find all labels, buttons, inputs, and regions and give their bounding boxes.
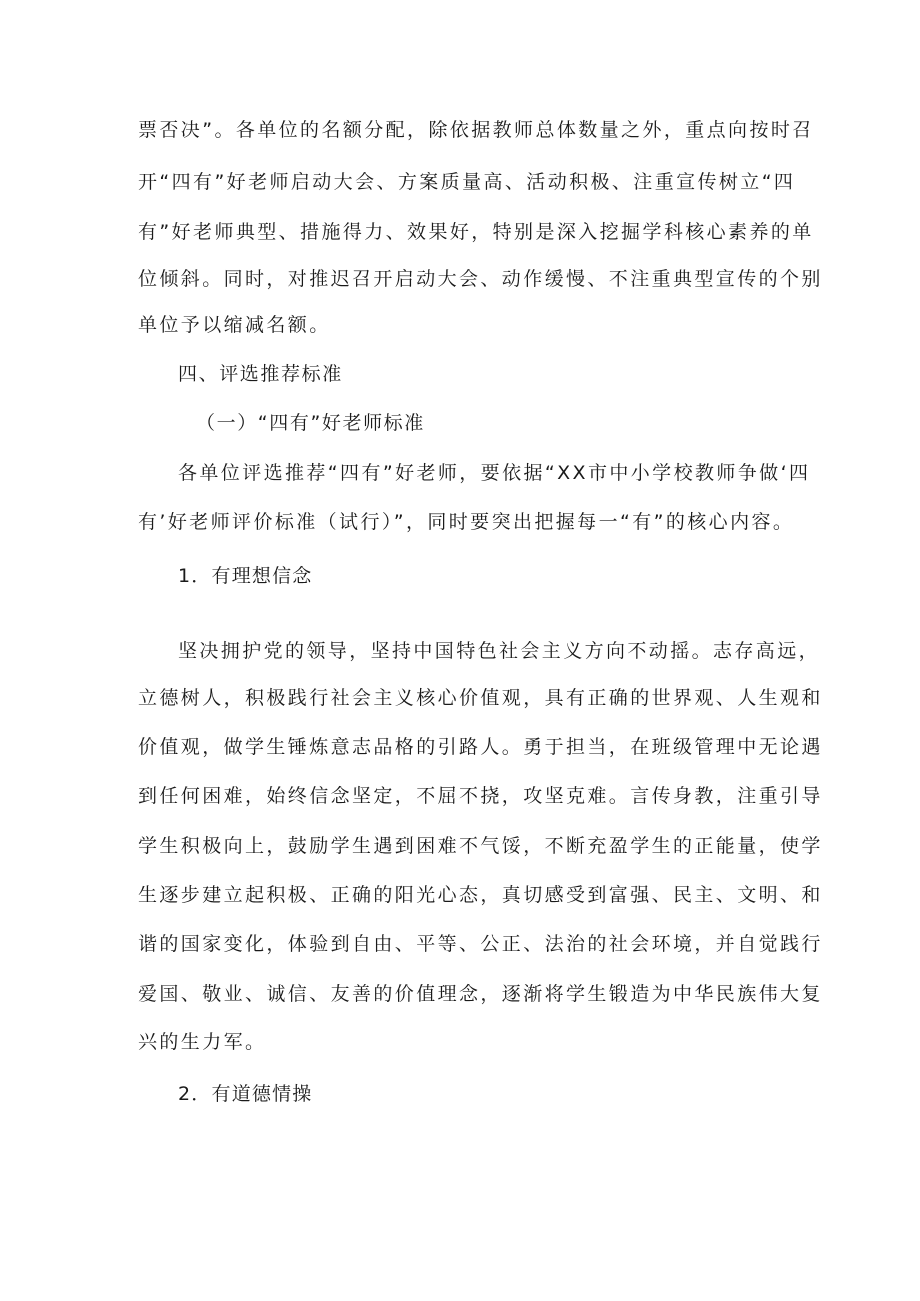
- paragraph-1-line-3: 有”好老师典型、措施得力、效果好，特别是深入挖掘学科核心素养的单: [138, 221, 814, 243]
- paragraph-3-line-1: 坚决拥护党的领导，坚持中国特色社会主义方向不动摇。志存高远，: [178, 640, 821, 662]
- paragraph-3-line-2: 立德树人，积极践行社会主义核心价值观，具有正确的世界观、人生观和: [138, 687, 823, 709]
- item-1-heading: 1．有理想信念: [178, 565, 313, 587]
- paragraph-1-line-4: 位倾斜。同时，对推迟召开启动大会、动作缓慢、不注重典型宣传的个别: [138, 268, 823, 290]
- paragraph-2-line-1: 各单位评选推荐“四有”好老师，要依据“XX市中小学校教师争做‘四: [178, 462, 811, 484]
- item-2-heading: 2．有道德情操: [178, 1083, 313, 1105]
- paragraph-1-line-2: 开“四有”好老师启动大会、方案质量高、活动积极、注重宣传树立“四: [138, 171, 796, 193]
- section-heading: 四、评选推荐标准: [178, 363, 343, 385]
- paragraph-1-line-1: 票否决”。各单位的名额分配，除依据教师总体数量之外，重点向按时召: [138, 119, 814, 141]
- paragraph-2-line-2: 有’好老师评价标准（试行）”，同时要突出把握每一“有”的核心内容。: [138, 511, 795, 533]
- paragraph-3-line-9: 兴的生力军。: [138, 1031, 267, 1053]
- paragraph-3-line-7: 谐的国家变化，体验到自由、平等、公正、法治的社会环境，并自觉践行: [138, 933, 823, 955]
- paragraph-3-line-8: 爱国、敬业、诚信、友善的价值理念，逐渐将学生锻造为中华民族伟大复: [138, 983, 823, 1005]
- subsection-heading: （一）“四有”好老师标准: [196, 412, 425, 434]
- paragraph-3-line-5: 学生积极向上，鼓励学生遇到困难不气馁，不断充盈学生的正能量，使学: [138, 835, 823, 857]
- paragraph-1-line-5: 单位予以缩减名额。: [138, 314, 331, 336]
- paragraph-3-line-4: 到任何困难，始终信念坚定，不屈不挠，攻坚克难。言传身教，注重引导: [138, 785, 823, 807]
- paragraph-3-line-6: 生逐步建立起积极、正确的阳光心态，真切感受到富强、民主、文明、和: [138, 884, 823, 906]
- paragraph-3-line-3: 价值观，做学生锤炼意志品格的引路人。勇于担当，在班级管理中无论遇: [138, 736, 823, 758]
